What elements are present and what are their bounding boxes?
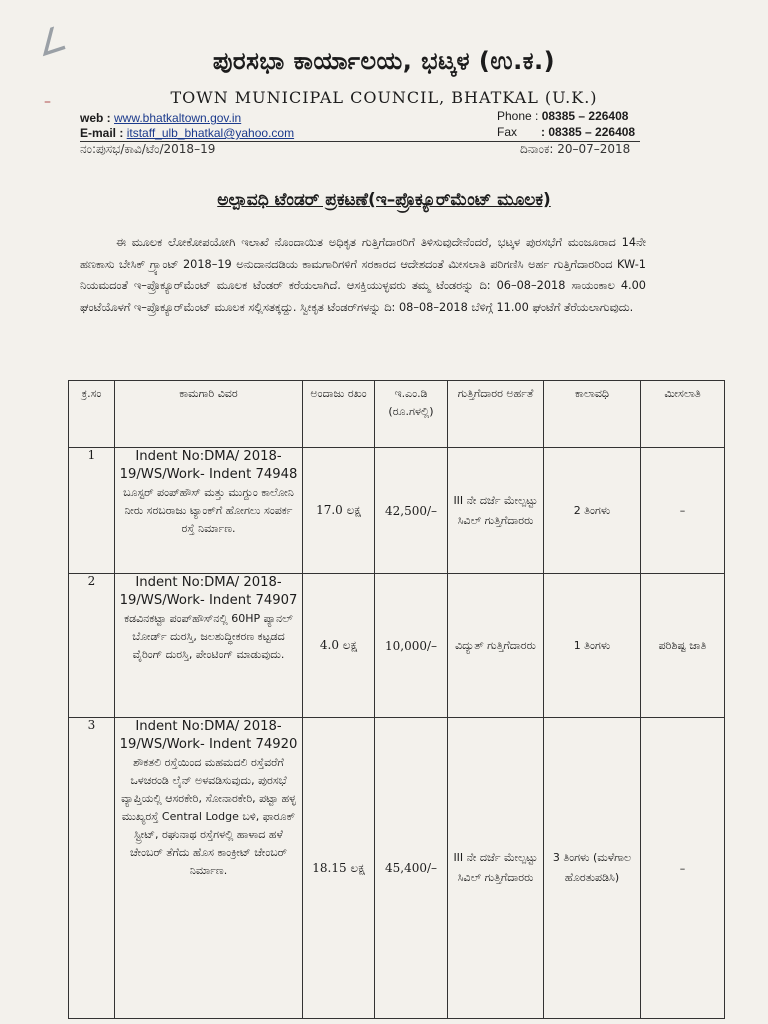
row-period: 3 ತಿಂಗಳು (ಮಳೆಗಾಲ ಹೊರತುಪಡಿಸಿ) <box>544 718 641 1019</box>
row-serial: 3 <box>69 718 115 1019</box>
row-serial: 2 <box>69 574 115 718</box>
row-estimate: 18.15 ಲಕ್ಷ <box>303 718 375 1019</box>
header-eligibility: ಗುತ್ತಿಗೆದಾರರ ಅರ್ಹತೆ <box>448 381 544 448</box>
row-reservation: – <box>641 448 725 574</box>
row-emd: 42,500/– <box>375 448 448 574</box>
notice-paragraph: ಈ ಮೂಲಕ ಲೋಕೋಪಯೋಗಿ ಇಲಾಖೆ ನೊಂದಾಯಿತ ಅಧಿಕೃತ ಗುತ್ತಿಗೆದಾರರಿಗೆ ತಿಳಿಸುವುದೇನೆಂದರೆ, ಭಟ್ಕಳ ಪುರಸಭೆಗೆ ಮಂಜೂರಾದ 14ನೇ ಹಣಕಾಸು ಬೇಸಿಕ್ ಗ್ರ್ಯಾಂಟ್ 2018–19 ಅನುದಾನದಡಿಯ ಕಾಮಗಾರಿಗಳಿಗೆ ಸರಕಾರದ ಆದೇಶದಂತೆ ಮೀಸಲಾತಿ ಪರಿಗಣಿಸಿ ಅರ್ಹ ಗುತ್ತಿಗೆದಾರರಿಂದ KW-1 ನಿಯಮದಂತೆ ಇ–ಪ್ರೊಕ್ಯೂರ್‌ಮೆಂಟ್ ಮೂಲಕ ಟೆಂಡರ್ ಕರೆಯಲಾಗಿದೆ. ಆಸಕ್ತಿಯುಳ್ಳವರು ತಮ್ಮ ಟೆಂಡರನ್ನು ದಿ: 06–08–2018 ಸಾಯಂಕಾಲ 4.00 ಘಂಟೆಯೊಳಗೆ ಇ–ಪ್ರೊಕ್ಯೂರ್‌ಮೆಂಟ್ ಮೂಲಕ ಸಲ್ಲಿಸತಕ್ಕದ್ದು. ಸ್ವೀಕೃತ ಟೆಂಡರ್‌ಗಳನ್ನು ದಿ: 08–08–2018 ಬೆಳಿಗ್ಗೆ 11.00 ಘಂಟೆಗೆ ತೆರೆಯಲಾಗುವುದು. <box>80 236 646 314</box>
website-link[interactable]: www.bhatkaltown.gov.in <box>114 111 242 125</box>
fax-number: : 08385 – 226408 <box>541 125 636 139</box>
work-description: ಬೂಸ್ಟರ್ ಪಂಪ್‌ಹೌಸ್ ಮತ್ತು ಮುಗ್ದುಂ ಕಾಲೋನಿ ನೀರು ಸರಬರಾಜು ಟ್ಯಾಂಕ್‌ಗೆ ಹೋಗಲು ಸಂಪರ್ಕ ರಸ್ತೆ ನಿರ್ಮಾಣ. <box>123 486 294 535</box>
work-description: ಕಡವಿನಕಟ್ಟಾ ಪಂಪ್‌ಹೌಸ್‌ನಲ್ಲಿ 60HP ಪ್ಯಾನಲ್ ಬೋರ್ಡ್ ದುರಸ್ತಿ, ಜಲಶುದ್ಧೀಕರಣ ಕಟ್ಟಡದ ವೈರಿಂಗ್ ದುರಸ್ತಿ, ಪೇಂಟಿಂಗ್ ಮಾಡುವುದು. <box>124 612 293 661</box>
row-work-details <box>115 448 303 574</box>
email-line <box>80 126 294 140</box>
fax-line <box>497 125 635 139</box>
tender-table <box>68 380 725 1019</box>
email-label: E-mail : <box>80 126 127 140</box>
work-indent: Indent No:DMA/ 2018-19/WS/Work- Indent 74920 <box>119 719 298 752</box>
table-row <box>69 574 725 718</box>
header-emd: ಇ.ಎಂ.ಡಿ (ರೂ.ಗಳಲ್ಲಿ) <box>375 381 448 448</box>
row-reservation: ಪರಿಶಿಷ್ಟ ಜಾತಿ <box>641 574 725 718</box>
phone-label: Phone : <box>497 109 542 123</box>
row-serial: 1 <box>69 448 115 574</box>
row-reservation: – <box>641 718 725 1019</box>
email-link[interactable]: itstaff_ulb_bhatkal@yahoo.com <box>126 126 295 140</box>
row-work-details <box>115 574 303 718</box>
website-line <box>80 111 241 125</box>
table-header-row <box>69 381 725 448</box>
work-indent: Indent No:DMA/ 2018-19/WS/Work- Indent 74948 <box>119 449 298 482</box>
phone-line <box>497 109 628 123</box>
fax-label: Fax <box>497 125 518 139</box>
header-work-details: ಕಾಮಗಾರಿ ವಿವರ <box>115 381 303 448</box>
pen-tick: – <box>44 94 51 110</box>
row-estimate: 17.0 ಲಕ್ಷ <box>303 448 375 574</box>
table-row <box>69 448 725 574</box>
notice-heading: ಅಲ್ಪಾವಧಿ ಟೆಂಡರ್ ಪ್ರಕಟಣೆ(ಇ–ಪ್ರೊಕ್ಯೂರ್‌ಮೆಂಟ್ ಮೂಲಕ) <box>217 190 551 210</box>
row-eligibility: III ನೇ ದರ್ಜೆ ಮೇಲ್ಪಟ್ಟು ಸಿವಿಲ್ ಗುತ್ತಿಗೆದಾರರು <box>448 448 544 574</box>
row-period: 1 ತಿಂಗಳು <box>544 574 641 718</box>
work-description: ಶೌಕತಲಿ ರಸ್ತೆಯಿಂದ ಮಹಮದಲಿ ರಸ್ತೆವರೆಗೆ ಒಳಚರಂಡಿ ಲೈನ್ ಅಳವಡಿಸುವುದು, ಪುರಸಭೆ ವ್ಯಾಪ್ತಿಯಲ್ಲಿ ಆಸರಕೇರಿ, ಸೋನಾರಕೇರಿ, ಪಟ್ಟಾ ಹಳ್ಳ ಮುಖ್ಯರಸ್ತೆ Central Lodge ಬಳಿ, ಫಾರೂಕ್ ಸ್ಟ್ರೀಟ್, ರಘುನಾಥ ರಸ್ತೆಗಳಲ್ಲಿ ಹಾಳಾದ ಹಳೆ ಚೇಂಬರ್ ತೆಗೆದು ಹೊಸ ಕಾಂಕ್ರೀಟ್ ಚೇಂಬರ್ ನಿರ್ಮಾಣ. <box>121 756 296 877</box>
row-period: 2 ತಿಂಗಳು <box>544 448 641 574</box>
header-reservation: ಮೀಸಲಾತಿ <box>641 381 725 448</box>
row-estimate: 4.0 ಲಕ್ಷ <box>303 574 375 718</box>
table-row <box>69 718 725 1019</box>
notice-date: ದಿನಾಂಕ: 20–07–2018 <box>520 142 631 156</box>
row-eligibility: ವಿದ್ಯುತ್ ಗುತ್ತಿಗೆದಾರರು <box>448 574 544 718</box>
row-work-details <box>115 718 303 1019</box>
work-indent: Indent No:DMA/ 2018-19/WS/Work- Indent 74907 <box>119 575 298 608</box>
office-title-english: TOWN MUNICIPAL COUNCIL, BHATKAL (U.K.) <box>170 88 598 107</box>
header-estimate: ಅಂದಾಜು ರಖಂ <box>303 381 375 448</box>
row-emd: 45,400/– <box>375 718 448 1019</box>
header-period: ಕಾಲಾವಧಿ <box>544 381 641 448</box>
phone-number: 08385 – 226408 <box>541 109 629 123</box>
header-serial: ಕ್ರ.ಸಂ <box>69 381 115 448</box>
pen-mark: ∠ <box>30 18 72 66</box>
office-title-kannada: ಪುರಸಭಾ ಕಾರ್ಯಾಲಯ, ಭಟ್ಕಳ (ಉ.ಕ.) <box>212 47 556 75</box>
web-label: web : <box>80 111 115 125</box>
reference-number: ನಂ:ಪುಸಭ/ಕಾವಿ/ಟೆಂ/2018–19 <box>80 142 216 156</box>
row-emd: 10,000/– <box>375 574 448 718</box>
row-eligibility: III ನೇ ದರ್ಜೆ ಮೇಲ್ಪಟ್ಟು ಸಿವಿಲ್ ಗುತ್ತಿಗೆದಾರರು <box>448 718 544 1019</box>
